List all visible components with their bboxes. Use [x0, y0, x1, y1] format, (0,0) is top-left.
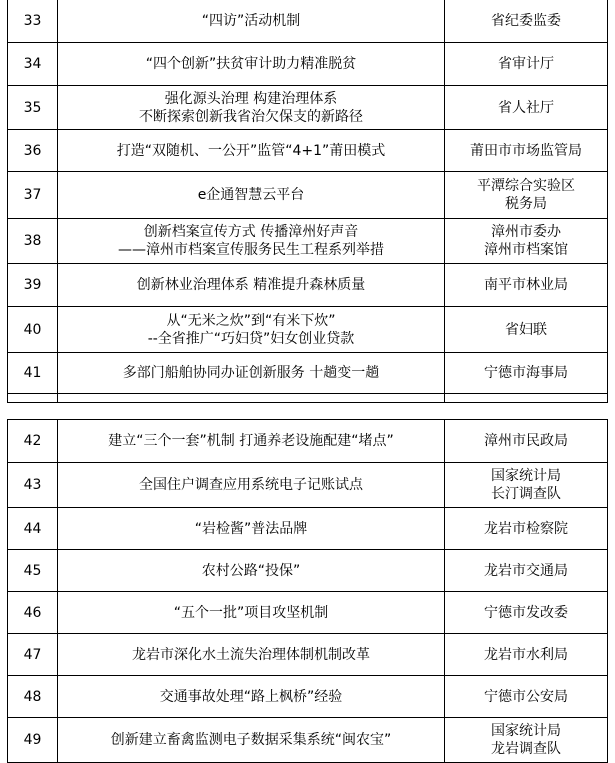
table-body: [8, 420, 608, 763]
table-row: [8, 86, 608, 130]
responsible-unit: [445, 550, 608, 592]
responsible-unit-line: 税务局: [505, 196, 547, 212]
responsible-unit-line: 省人社厅: [498, 99, 554, 116]
responsible-unit: [445, 130, 608, 172]
row-number: 37: [8, 172, 58, 219]
responsible-unit-line: 龙岩调查队: [491, 741, 561, 757]
case-title-line: --全省推广“巧妇贷”妇女创业贷款: [147, 330, 355, 347]
row-number: 43: [8, 463, 58, 508]
table-row: [8, 264, 608, 307]
case-title-line: 龙岩市深化水土流失治理体制机制改革: [132, 646, 370, 663]
table-row: [8, 172, 608, 219]
responsible-unit-line: 龙岩市交通局: [484, 562, 568, 579]
table-row: [8, 676, 608, 718]
case-title: [58, 130, 445, 172]
table-row: [8, 43, 608, 86]
case-title-line: 创新林业治理体系 精准提升森林质量: [136, 277, 366, 293]
case-title-line: 打造“双随机、一公开”监管“4+1”莆田模式: [116, 142, 386, 159]
responsible-unit: [445, 508, 608, 550]
case-title: [58, 264, 445, 307]
responsible-unit: [445, 86, 608, 130]
table-row: [8, 718, 608, 763]
responsible-unit: [445, 463, 608, 508]
case-title: [58, 172, 445, 219]
case-title-line: 强化源头治理 构建治理体系: [164, 90, 338, 107]
responsible-unit-line: 南平市林业局: [484, 277, 568, 293]
case-title: [58, 634, 445, 676]
responsible-unit-line: 宁德市海事局: [484, 365, 568, 381]
case-title-line: 交通事故处理“路上枫桥”经验: [159, 688, 343, 705]
table-row: [8, 307, 608, 353]
responsible-unit-line: 龙岩市检察院: [484, 520, 568, 537]
row-number: 36: [8, 130, 58, 172]
case-title: [58, 43, 445, 86]
responsible-unit: [445, 0, 608, 43]
responsible-unit: [445, 307, 608, 353]
case-title: [58, 508, 445, 550]
table-row-cutoff: [8, 394, 608, 403]
case-title: [58, 676, 445, 718]
case-title-line: ——漳州市档案宣传服务民生工程系列举措: [118, 242, 384, 258]
row-number: 42: [8, 420, 58, 463]
responsible-unit: [445, 676, 608, 718]
case-title-line: 农村公路“投保”: [201, 562, 301, 579]
table-row: [8, 0, 608, 43]
empty-cell: [58, 394, 445, 403]
responsible-unit: [445, 264, 608, 307]
table-row: [8, 130, 608, 172]
case-title-line: 创新建立畜禽监测电子数据采集系统“闽农宝”: [110, 732, 392, 748]
case-title: [58, 0, 445, 43]
responsible-unit: [445, 592, 608, 634]
empty-cell: [8, 394, 58, 403]
case-title: [58, 718, 445, 763]
case-title-line: “岩检酱”普法品牌: [194, 520, 308, 537]
row-number: 33: [8, 0, 58, 43]
responsible-unit: [445, 420, 608, 463]
case-title-line: 建立“三个一套”机制 打通养老设施配建“堵点”: [108, 433, 394, 449]
case-title: [58, 463, 445, 508]
case-title-line: 多部门船舶协同办证创新服务 十趟变一趟: [122, 365, 380, 381]
row-number: 34: [8, 43, 58, 86]
reform-cases-table-bottom: [7, 419, 608, 763]
responsible-unit-line: 省审计厅: [498, 56, 554, 72]
row-number: 35: [8, 86, 58, 130]
responsible-unit: [445, 718, 608, 763]
case-title-line: “四访”活动机制: [201, 13, 301, 29]
responsible-unit-line: 漳州市民政局: [484, 433, 568, 449]
table-row: [8, 420, 608, 463]
case-title-line: 不断探索创新我省治欠保支的新路径: [139, 108, 363, 125]
responsible-unit: [445, 634, 608, 676]
case-title-line: 创新档案宣传方式 传播漳州好声音: [143, 224, 359, 240]
case-title: [58, 550, 445, 592]
responsible-unit-line: 国家统计局: [491, 468, 561, 484]
row-number: 44: [8, 508, 58, 550]
table-row: [8, 508, 608, 550]
responsible-unit: [445, 353, 608, 394]
responsible-unit: [445, 172, 608, 219]
case-title-line: “五个一批”项目攻坚机制: [173, 604, 329, 621]
case-title: [58, 353, 445, 394]
row-number: 45: [8, 550, 58, 592]
responsible-unit-line: 宁德市发改委: [484, 604, 568, 621]
table-body: [8, 0, 608, 403]
responsible-unit-line: 省纪委监委: [491, 13, 561, 29]
row-number: 48: [8, 676, 58, 718]
responsible-unit: [445, 219, 608, 264]
table-row: [8, 353, 608, 394]
case-title-line: e企通智慧云平台: [197, 187, 305, 203]
table-row: [8, 550, 608, 592]
responsible-unit-line: 国家统计局: [491, 723, 561, 739]
case-title-line: 全国住户调查应用系统电子记账试点: [139, 477, 363, 493]
responsible-unit-line: 宁德市公安局: [484, 688, 568, 705]
row-number: 39: [8, 264, 58, 307]
table-row: [8, 634, 608, 676]
responsible-unit: [445, 43, 608, 86]
responsible-unit-line: 漳州市档案馆: [484, 242, 568, 258]
responsible-unit-line: 平潭综合实验区: [477, 178, 575, 194]
case-title: [58, 86, 445, 130]
table-row: [8, 463, 608, 508]
row-number: 47: [8, 634, 58, 676]
row-number: 38: [8, 219, 58, 264]
responsible-unit-line: 龙岩市水利局: [484, 646, 568, 663]
case-title: [58, 420, 445, 463]
case-title: [58, 307, 445, 353]
case-title-line: 从“无米之炊”到“有米下炊”: [166, 312, 336, 329]
case-title: [58, 219, 445, 264]
responsible-unit-line: 漳州市委办: [491, 224, 561, 240]
case-title: [58, 592, 445, 634]
row-number: 49: [8, 718, 58, 763]
responsible-unit-line: 长汀调查队: [491, 486, 561, 502]
case-title-line: “四个创新”扶贫审计助力精准脱贫: [145, 56, 357, 72]
reform-cases-table-top: [7, 0, 608, 403]
row-number: 41: [8, 353, 58, 394]
responsible-unit-line: 省妇联: [505, 321, 547, 338]
row-number: 46: [8, 592, 58, 634]
empty-cell: [445, 394, 608, 403]
table-row: [8, 219, 608, 264]
responsible-unit-line: 莆田市市场监管局: [470, 142, 582, 159]
row-number: 40: [8, 307, 58, 353]
table-row: [8, 592, 608, 634]
